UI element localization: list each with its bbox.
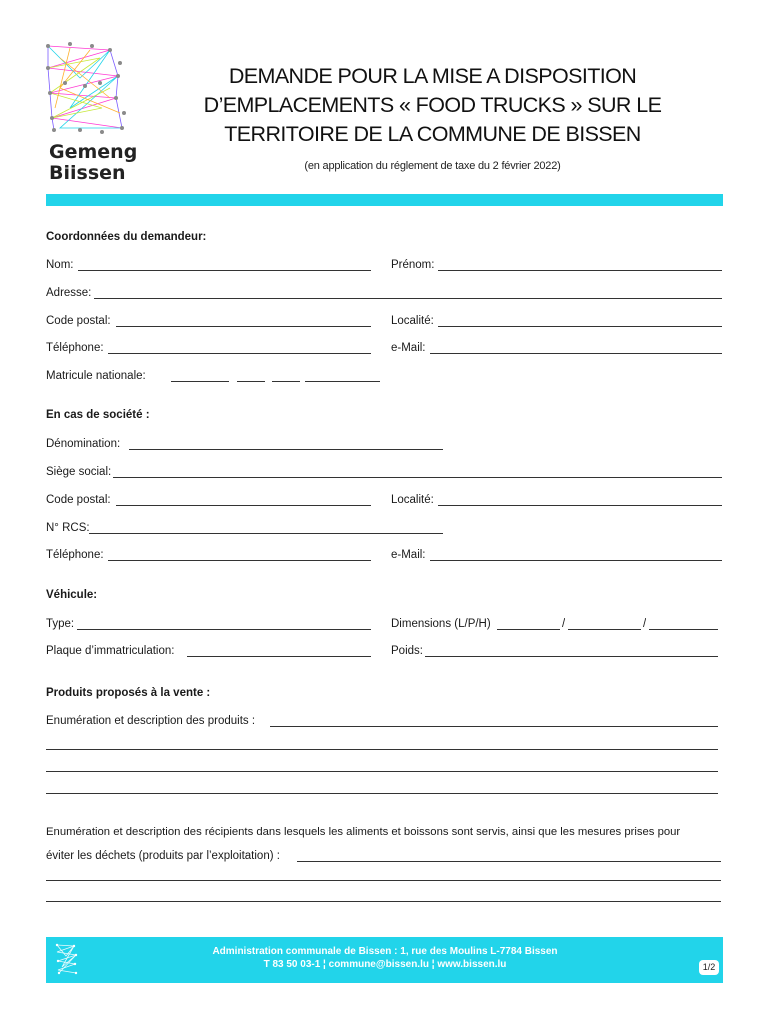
label-societe-email: e-Mail: [391,549,426,561]
section-heading-demandeur: Coordonnées du demandeur: [46,231,207,243]
societe-localite-field[interactable] [438,505,722,506]
label-code-postal: Code postal: [46,315,111,327]
societe-email-field[interactable] [430,560,722,561]
produits-field-line-3[interactable] [46,771,718,772]
title-line-3: TERRITOIRE DE LA COMMUNE DE BISSEN [224,122,641,146]
label-adresse: Adresse: [46,287,92,299]
siege-field[interactable] [113,477,722,478]
label-localite: Localité: [391,315,434,327]
label-rcs: N° RCS: [46,522,90,534]
label-societe-telephone: Téléphone: [46,549,104,561]
logo-line-1: Gemeng [49,141,138,163]
label-plaque: Plaque d’immatriculation: [46,645,175,657]
telephone-field[interactable] [108,353,371,354]
matricule-field[interactable] [171,381,381,382]
label-nom: Nom: [46,259,74,271]
footer-logo-icon [54,942,80,976]
produits-field-line-1[interactable] [270,726,718,727]
denomination-field[interactable] [129,449,443,450]
section-heading-societe: En cas de société : [46,409,150,421]
code-postal-field[interactable] [116,326,371,327]
dimensions-field[interactable]: / / [497,618,722,630]
label-enumeration-produits: Enumération et description des produits : [46,715,256,727]
footer-line-2: T 83 50 03-1 ¦ commune@bissen.lu ¦ www.bissen.lu [263,959,507,970]
document-subtitle: (en application du réglement de taxe du 2 février 2022) [304,160,561,172]
logo-line-2: Biissen [49,162,126,184]
label-recipients-line-2: éviter les déchets (produits par l’exploitation) : [46,850,280,862]
adresse-field[interactable] [94,298,722,299]
section-heading-produits: Produits proposés à la vente : [46,687,211,699]
label-type: Type: [46,618,75,630]
label-email: e-Mail: [391,342,426,354]
logo-text [49,142,137,184]
recipients-field-line-3[interactable] [46,901,721,902]
localite-field[interactable] [438,326,722,327]
produits-field-line-2[interactable] [46,749,718,750]
label-telephone: Téléphone: [46,342,104,354]
accent-bar [46,194,723,206]
rcs-field[interactable] [89,533,443,534]
recipients-field-line-2[interactable] [46,880,721,881]
label-prenom: Prénom: [391,259,435,271]
type-field[interactable] [77,629,371,630]
label-societe-localite: Localité: [391,494,434,506]
societe-telephone-field[interactable] [108,560,371,561]
produits-field-line-4[interactable] [46,793,718,794]
recipients-field-line-1[interactable] [297,861,721,862]
poids-field[interactable] [425,656,718,657]
label-denomination: Dénomination: [46,438,121,450]
label-dimensions: Dimensions (L/P/H) [391,618,491,630]
page-number: 1/2 [699,960,719,975]
label-matricule: Matricule nationale: [46,370,146,382]
footer-line-1: Administration communale de Bissen : 1, rue des Moulins L-7784 Bissen [212,946,558,957]
email-field[interactable] [430,353,722,354]
title-line-2: D’EMPLACEMENTS « FOOD TRUCKS » SUR LE [203,93,662,117]
document-title [160,62,705,149]
label-poids: Poids: [391,645,423,657]
section-heading-vehicule: Véhicule: [46,589,98,601]
label-societe-code-postal: Code postal: [46,494,111,506]
label-recipients-line-1: Enumération et description des récipients dans lesquels les aliments et boissons sont servis, ainsi que les mesures prises pour [46,826,681,838]
nom-field[interactable] [78,270,371,271]
societe-code-postal-field[interactable] [116,505,371,506]
plaque-field[interactable] [187,656,371,657]
label-siege: Siège social: [46,466,112,478]
prenom-field[interactable] [438,270,722,271]
footer-address [120,945,650,971]
title-line-1: DEMANDE POUR LA MISE A DISPOSITION [228,64,637,88]
